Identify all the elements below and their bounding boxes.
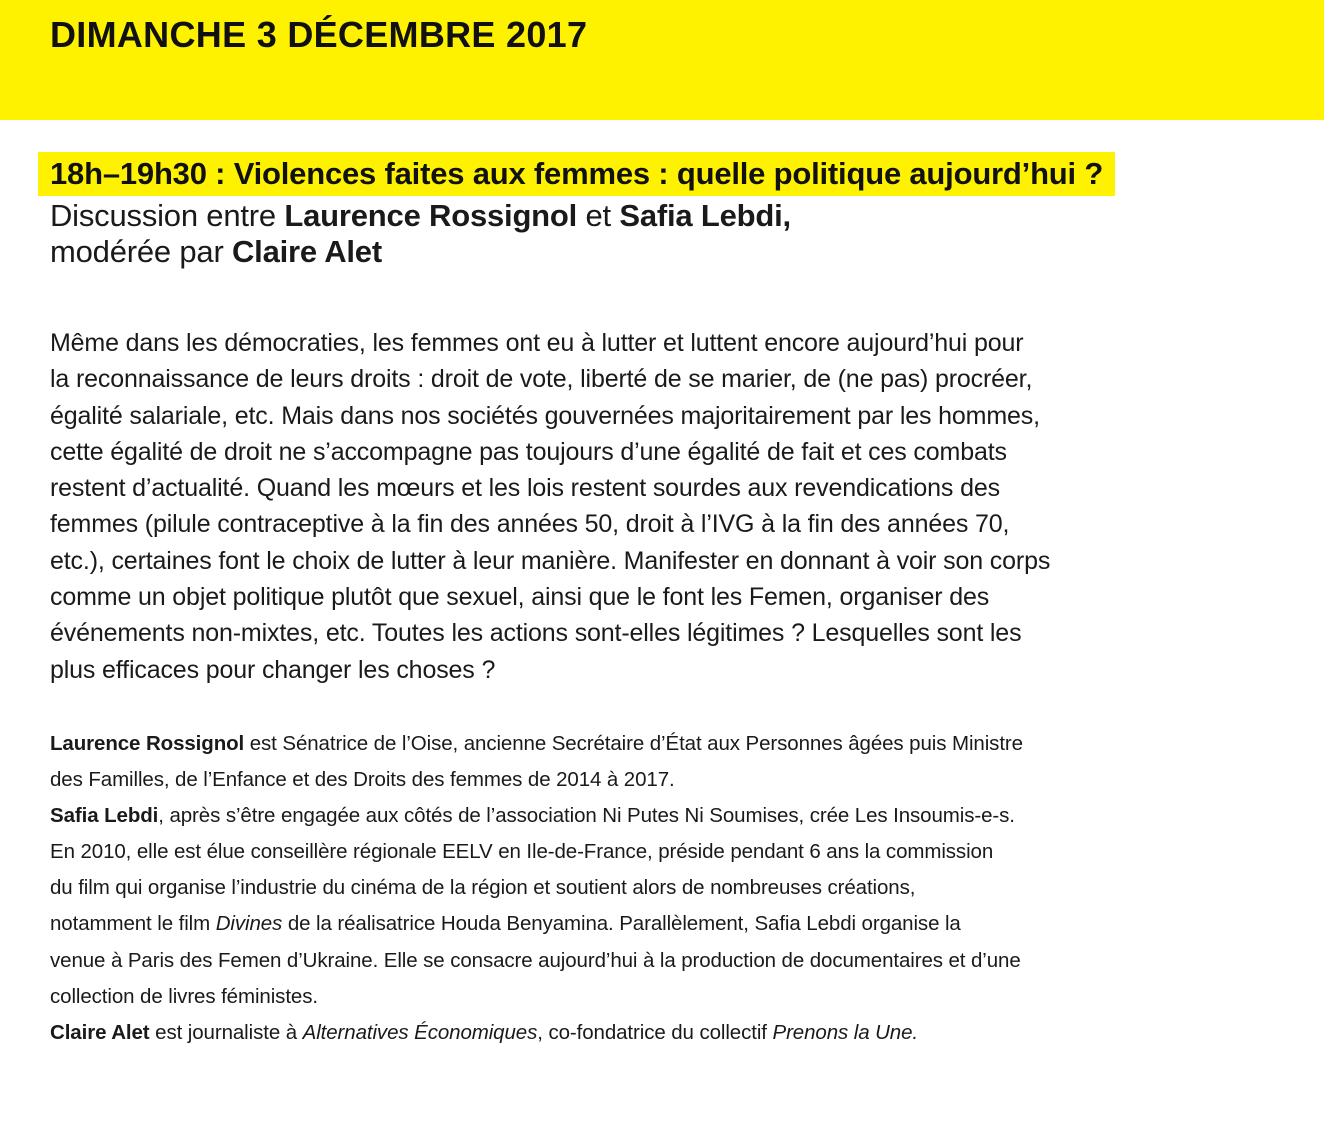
description-line: restent d’actualité. Quand les mœurs et les lois restent sourdes aux revendications des [50,474,1000,503]
film-title: Divines [215,912,283,936]
bio-text: est journaliste à [149,1020,303,1044]
bio-lebdi-line [50,906,1300,942]
description-line: comme un objet politique plutôt que sexuel, ainsi que le font les Femen, organiser des [50,583,990,612]
speakers-joiner: et [577,198,620,233]
bio-alet-line [50,1015,1300,1051]
date-heading: DIMANCHE 3 DÉCEMBRE 2017 [50,14,588,55]
event-speakers [50,198,1288,270]
header-band [0,0,1324,120]
collective-name: Prenons la Une. [772,1020,919,1044]
event-block [38,152,1288,270]
speaker-bios [50,726,1300,1051]
event-title: 18h–19h30 : Violences faites aux femmes : quelle politique aujourd’hui ? [38,152,1115,196]
event-moderator-line [50,234,1288,270]
speakers-prefix: Discussion entre [50,198,285,233]
bio-lebdi-line [50,798,1300,834]
description-line: la reconnaissance de leurs droits : droit de vote, liberté de se marier, de (ne pas) procréer, [50,365,1033,394]
bio-name: Claire Alet [50,1020,150,1044]
description-line: égalité salariale, etc. Mais dans nos sociétés gouvernées majoritairement par les hommes, [50,401,1040,430]
bio-rossignol-line [50,726,1300,762]
event-description [50,325,1300,688]
bio-text: , après s’être engagée aux côtés de l’association Ni Putes Ni Soumises, crée Les Insoumis-e-s. [158,804,1015,828]
speaker-name: Laurence Rossignol [284,198,578,233]
description-line: etc.), certaines font le choix de lutter à leur manière. Manifester en donnant à voir son corps [50,546,1051,575]
bio-text: notamment le film [50,912,216,936]
bio-text: , co-fondatrice du collectif [537,1020,773,1044]
bio-lebdi-line: collection de livres féministes. [50,984,318,1008]
bio-rossignol-line: des Familles, de l’Enfance et des Droits des femmes de 2014 à 2017. [50,768,675,792]
moderator-prefix: modérée par [50,234,232,269]
event-speakers-line [50,198,1288,234]
bio-name: Safia Lebdi [50,804,159,828]
bio-text: est Sénatrice de l’Oise, ancienne Secrétaire d’État aux Personnes âgées puis Ministre [244,732,1023,755]
bio-lebdi-line: venue à Paris des Femen d’Ukraine. Elle se consacre aujourd’hui à la production de documentaires et d’une [50,948,1021,972]
description-line: événements non-mixtes, etc. Toutes les actions sont-elles légitimes ? Lesquelles sont les [50,619,1022,648]
description-line: cette égalité de droit ne s’accompagne pas toujours d’une égalité de fait et ces combats [50,437,1007,466]
description-line: plus efficaces pour changer les choses ? [50,655,496,684]
bio-lebdi-line: En 2010, elle est élue conseillère régionale EELV en Ile-de-France, préside pendant 6 ans la commission [50,840,994,864]
bio-name: Laurence Rossignol [50,732,245,755]
description-line: femmes (pilule contraceptive à la fin des années 50, droit à l’IVG à la fin des années 70, [50,510,1010,539]
speaker-name: Safia Lebdi, [619,198,791,233]
magazine-title: Alternatives Économiques [302,1020,538,1044]
bio-lebdi-line: du film qui organise l’industrie du cinéma de la région et soutient alors de nombreuses créations, [50,876,916,900]
bio-text: de la réalisatrice Houda Benyamina. Parallèlement, Safia Lebdi organise la [282,912,961,936]
moderator-name: Claire Alet [231,234,382,269]
description-line: Même dans les démocraties, les femmes ont eu à lutter et luttent encore aujourd’hui pour [50,329,1024,357]
